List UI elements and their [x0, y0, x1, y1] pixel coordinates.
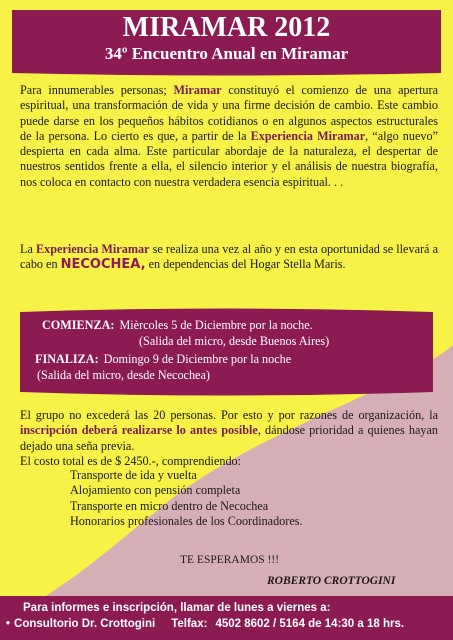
phone-numbers: 4502 8602 / 5164 de 14:30 a 18 hrs.	[215, 618, 405, 630]
highlight-miramar: Miramar	[173, 83, 222, 97]
start-sub: (Salida del micro, desde Buenos Aires)	[139, 333, 330, 348]
group-paragraph: El grupo no excederá las 20 personas. Por esto y por razones de organización, la inscripción deberá realizarse lo antes posible, dándose prioridad a quienes hayan dejado una seña previa. El costo total es de $ 2450.-, comprendiendo:	[20, 408, 438, 468]
closing-message: TE ESPERAMOS !!!	[180, 554, 280, 566]
location-paragraph: La Experiencia Miramar se realiza una vez al año y en esta oportunidad se llevará a cabo en NECOCHEA, en dependencias del Hogar Stella Maris.	[20, 242, 438, 273]
telfax-label: Telfax:	[171, 618, 208, 630]
start-label: COMIENZA:	[42, 318, 115, 332]
office-name: Consultorio Dr. Crottogini	[14, 618, 156, 630]
included-list	[70, 468, 303, 529]
page-title: MIRAMAR 2012	[122, 12, 331, 43]
end-sub: (Salida del micro, desde Necochea)	[37, 367, 210, 382]
cost-line: El costo total es de $ 2450.-, comprendiendo:	[20, 453, 242, 468]
end-label: FINALIZA:	[35, 352, 99, 366]
footer-contact-line	[6, 618, 450, 630]
page-subtitle: 34º Encuentro Anual en Miramar	[104, 44, 349, 63]
bullet-icon: •	[6, 618, 11, 630]
list-item: Transporte en micro dentro de Necochea	[70, 498, 269, 513]
list-item: Transporte de ida y vuelta	[70, 468, 197, 482]
highlight-experiencia-2: Experiencia Miramar	[36, 242, 150, 256]
end-text: Domingo 9 de Diciembre por la noche	[103, 352, 292, 366]
list-item: Alojamiento con pensión completa	[70, 483, 241, 498]
list-item: Honorarios profesionales de los Coordinadores.	[70, 513, 303, 528]
city-name: NECOCHEA,	[60, 257, 146, 273]
highlight-experiencia: Experiencia Miramar	[250, 128, 366, 143]
schedule-box	[35, 318, 415, 383]
signature: ROBERTO CROTTOGINI	[267, 575, 396, 587]
highlight-inscripcion: inscripción deberá realizarse lo antes posible	[20, 423, 258, 438]
intro-paragraph: Para innumerables personas; Miramar constituyó el comienzo de una apertura espiritual, una transformación de vida y una firme decisión de cambio. Este cambio puede darse en los pequeños hábitos cotidianos o en algunos aspectos estructurales de la persona. Lo cierto es que, a partir de la Experiencia Miramar, “algo nuevo” despierta en cada alma. Este particular abordaje de la naturaleza, el despertar de nuestros sentidos frente a ella, el silencio interior y el análisis de nuestra biografía, nos coloca en contacto con nuestra verdadera esencia espiritual. . .	[20, 83, 438, 189]
start-text: Mièrcoles 5 de Diciembre por la noche.	[119, 318, 313, 332]
footer-info-line: Para informes e inscripción, llamar de lunes a viernes a:	[23, 602, 331, 614]
